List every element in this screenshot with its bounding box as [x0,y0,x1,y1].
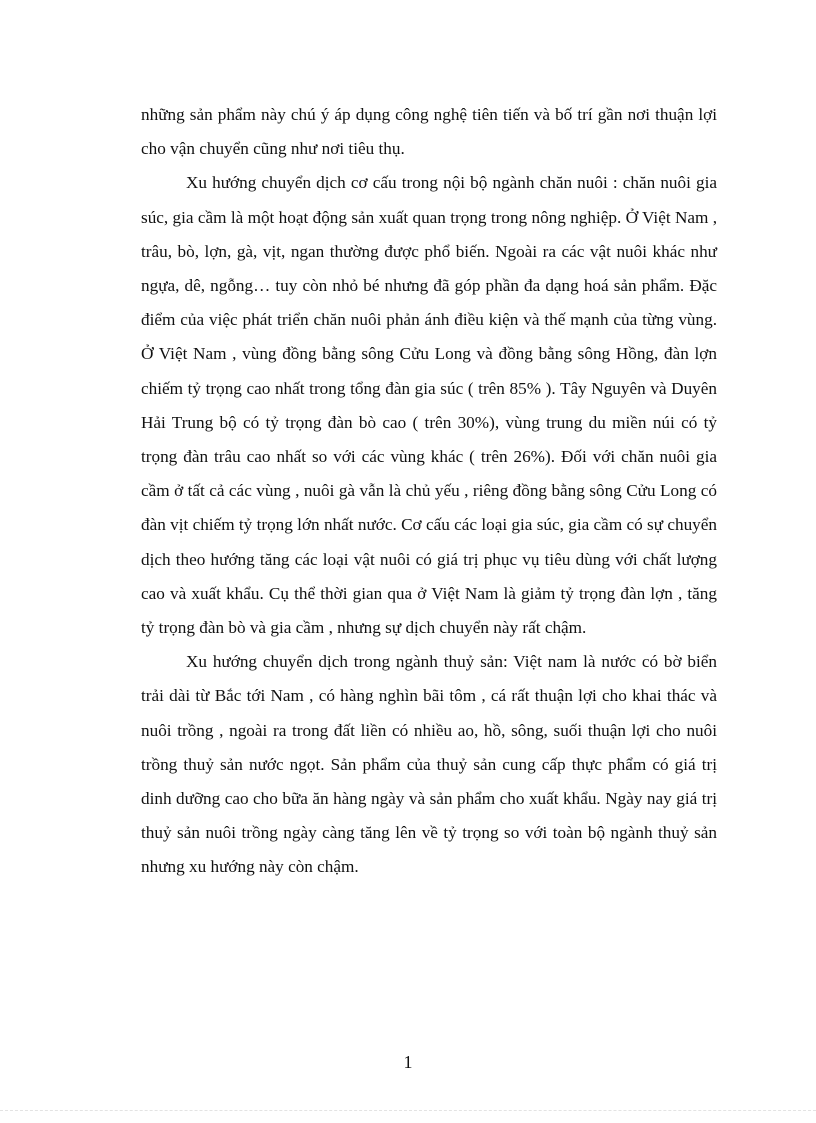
body-text [141,98,717,885]
paragraph-livestock-trend: Xu hướng chuyển dịch cơ cấu trong nội bộ ngành chăn nuôi : chăn nuôi gia súc, gia cầm là một hoạt động sản xuất quan trọng trong nông nghiệp. Ở Việt Nam , trâu, bò, lợn, gà, vịt, ngan thường được phổ biến. Ngoài ra các vật nuôi khác như ngựa, dê, ngỗng… tuy còn nhỏ bé nhưng đã góp phần đa dạng hoá sản phẩm. Đặc điểm của việc phát triển chăn nuôi phản ánh điều kiện và thế mạnh của từng vùng. Ở Việt Nam , vùng đồng bằng sông Cửu Long và đồng bằng sông Hồng, đàn lợn chiếm tỷ trọng cao nhất trong tổng đàn gia súc ( trên 85% ). Tây Nguyên và Duyên Hải Trung bộ có tỷ trọng đàn bò cao ( trên 30%), vùng trung du miền núi có tỷ trọng đàn trâu cao nhất so với các vùng khác ( trên 26%). Đối với chăn nuôi gia cầm ở tất cả các vùng , nuôi gà vẫn là chủ yếu , riêng đồng bằng sông Cửu Long có đàn vịt chiếm tỷ trọng lớn nhất nước. Cơ cấu các loại gia súc, gia cầm có sự chuyển dịch theo hướng tăng các loại vật nuôi có giá trị phục vụ tiêu dùng với chất lượng cao và xuất khẩu. Cụ thể thời gian qua ở Việt Nam là giảm tỷ trọng đàn lợn , tăng tỷ trọng đàn bò và gia cầm , nhưng sự dịch chuyển này rất chậm. [141,173,717,638]
paragraph-fisheries-trend: Xu hướng chuyển dịch trong ngành thuỷ sản: Việt nam là nước có bờ biển trải dài từ Bắc tới Nam , có hàng nghìn bãi tôm , cá rất thuận lợi cho khai thác và nuôi trồng , ngoài ra trong đất liền có nhiều ao, hồ, sông, suối thuận lợi cho nuôi trồng thuỷ sản nước ngọt. Sản phẩm của thuỷ sản cung cấp thực phẩm có giá trị dinh dưỡng cao cho bữa ăn hàng ngày và sản phẩm cho xuất khẩu. Ngày nay giá trị thuỷ sản nuôi trồng ngày càng tăng lên về tỷ trọng so với toàn bộ ngành thuỷ sản nhưng xu hướng này còn chậm. [141,652,717,877]
footer-divider [0,1110,816,1111]
page-number: 1 [403,1052,413,1072]
paragraph-continuation: những sản phẩm này chú ý áp dụng công nghệ tiên tiến và bố trí gần nơi thuận lợi cho vận chuyển cũng như nơi tiêu thụ. [141,105,717,159]
